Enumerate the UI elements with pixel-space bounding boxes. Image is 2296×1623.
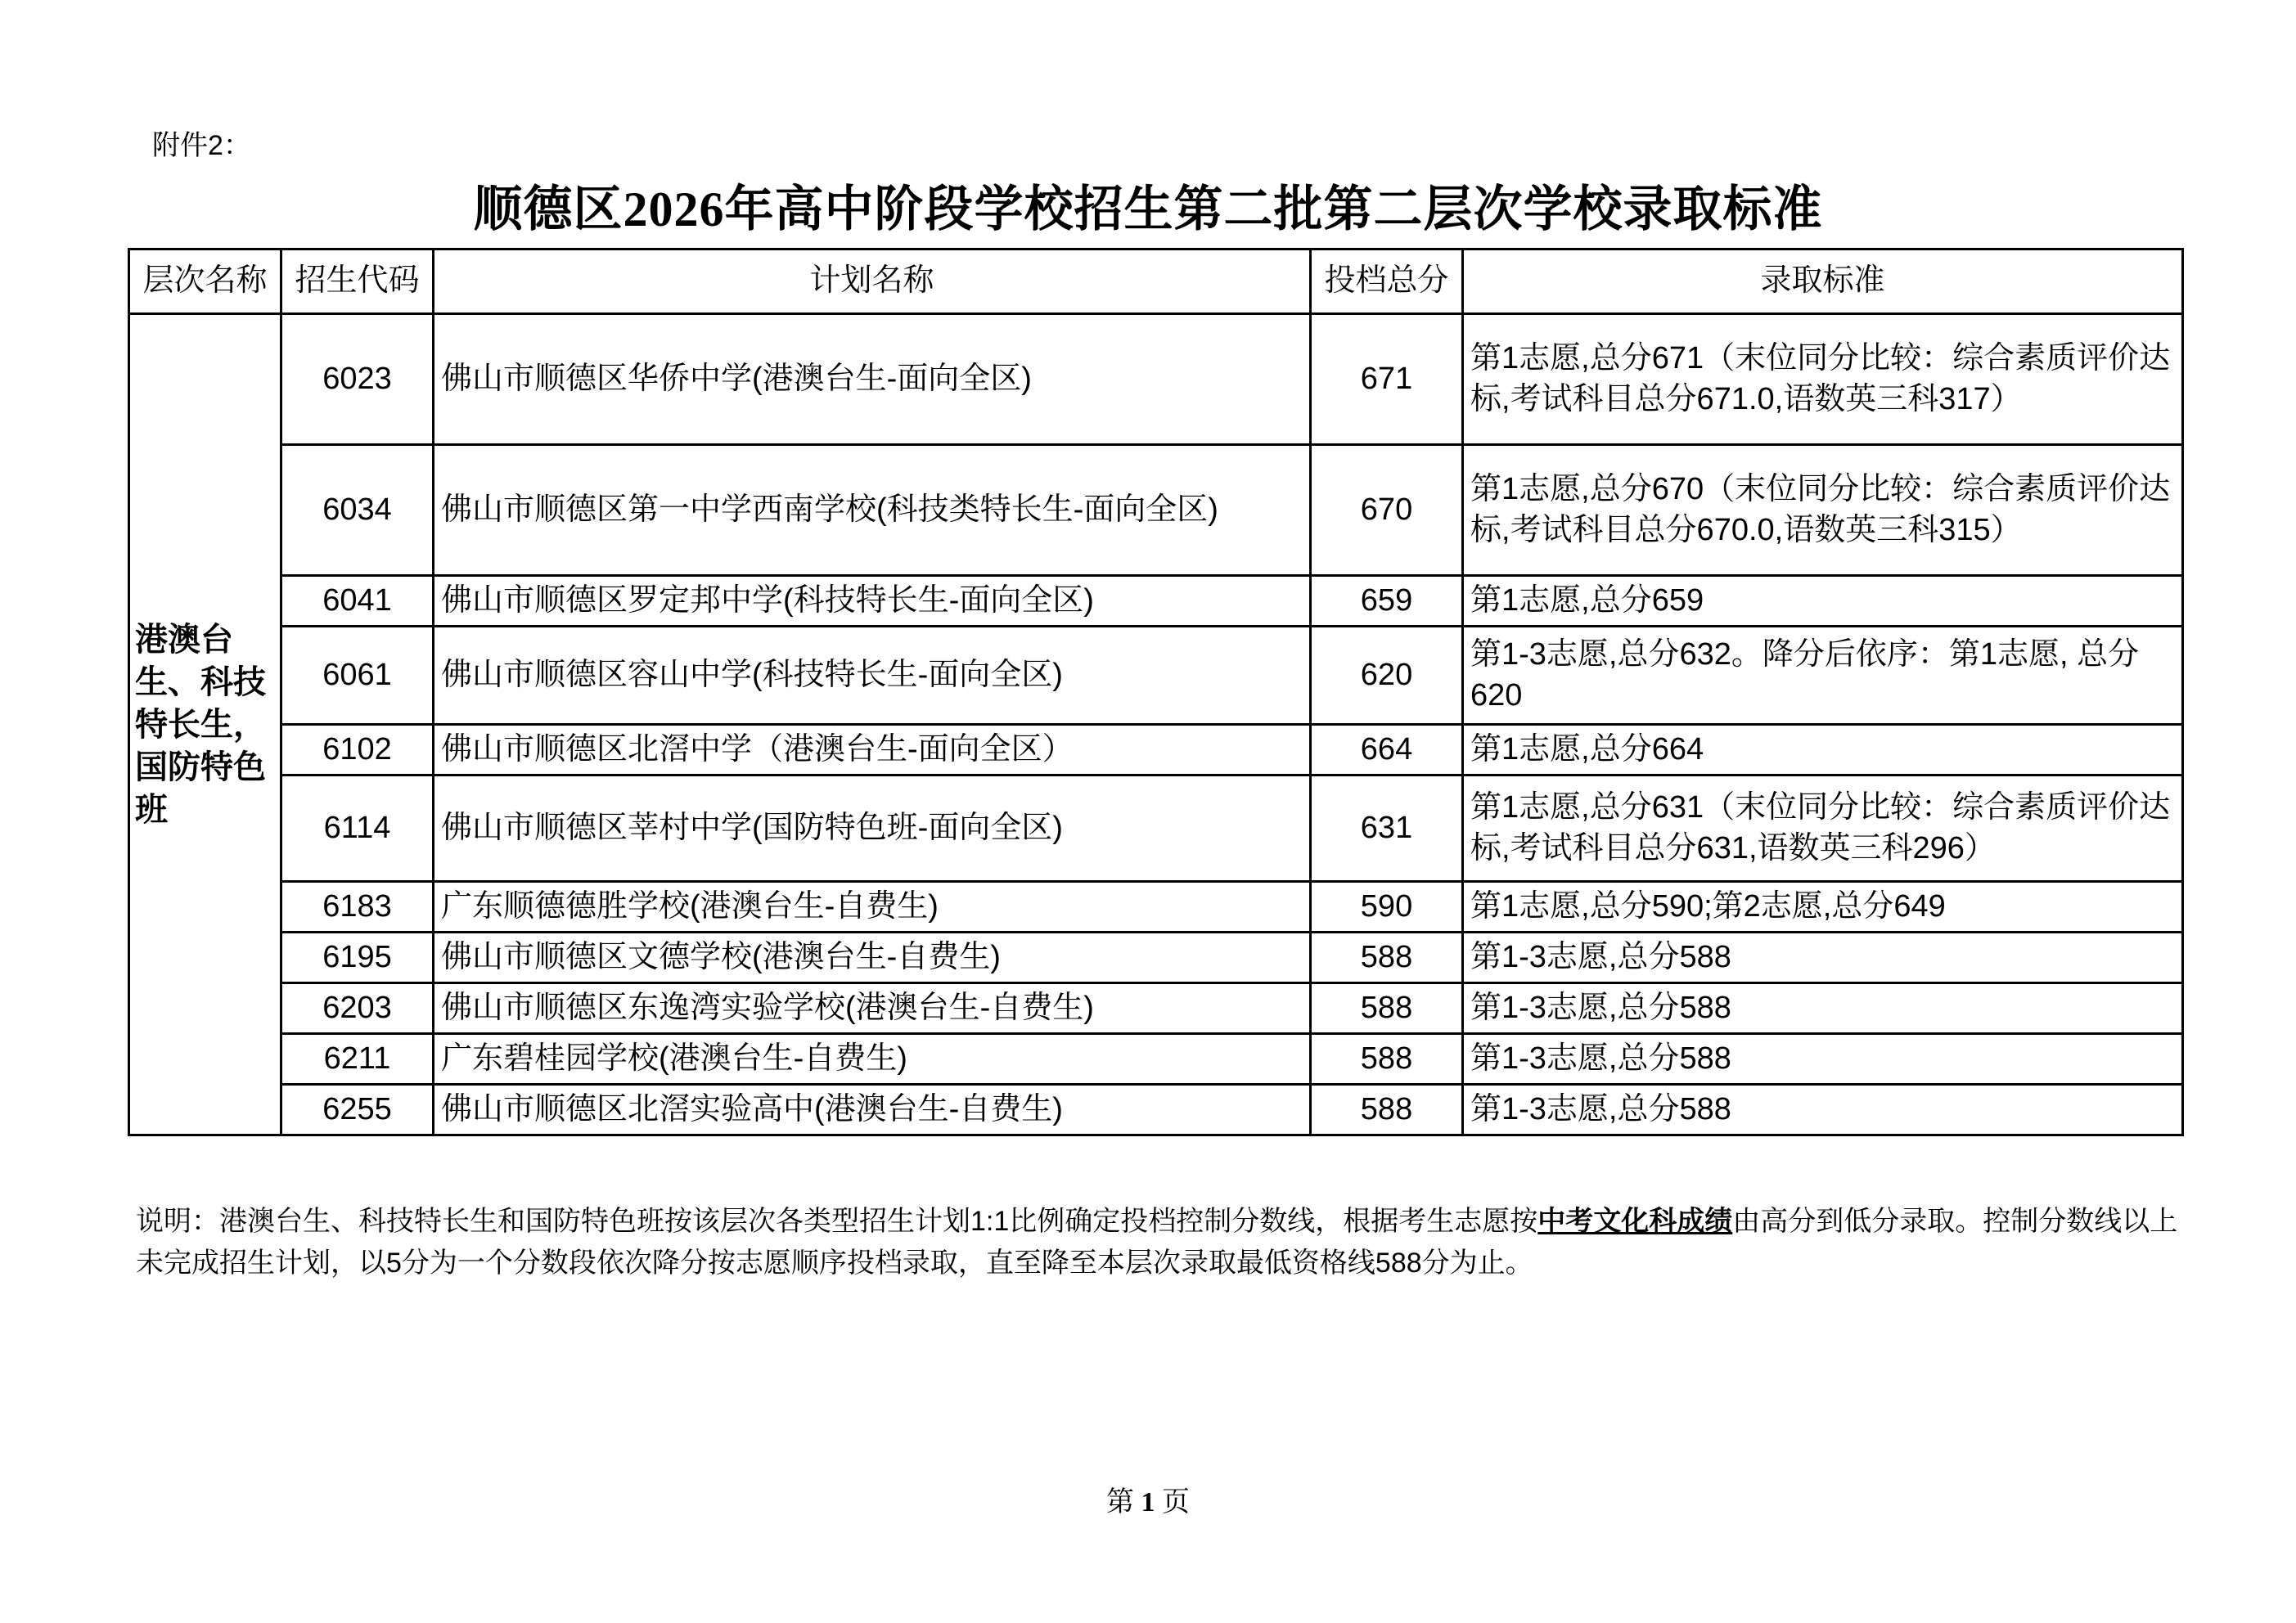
score-cell: 670	[1311, 445, 1463, 576]
table-header-row	[129, 250, 2183, 314]
score-cell: 588	[1311, 1034, 1463, 1085]
page-suffix: 页	[1155, 1487, 1190, 1517]
standard-cell: 第1-3志愿,总分588	[1463, 1085, 2183, 1135]
header-plan: 计划名称	[434, 250, 1311, 314]
standard-cell: 第1志愿,总分670（末位同分比较：综合素质评价达标,考试科目总分670.0,语数英三科315）	[1463, 445, 2183, 576]
standard-cell: 第1志愿,总分659	[1463, 576, 2183, 627]
table-row	[129, 776, 2183, 882]
plan-cell: 佛山市顺德区第一中学西南学校(科技类特长生-面向全区)	[434, 445, 1311, 576]
plan-cell: 佛山市顺德区罗定邦中学(科技特长生-面向全区)	[434, 576, 1311, 627]
code-cell: 6034	[281, 445, 434, 576]
code-cell: 6102	[281, 725, 434, 776]
admission-table	[128, 248, 2184, 1136]
level-name-cell: 港澳台生、科技特长生，国防特色班	[129, 314, 281, 1135]
header-score: 投档总分	[1311, 250, 1463, 314]
note-text-after: 由高分到低分录取。控制分数线以上未完成招生计划，以5分为一个分数段依次降分按志愿顺序投档录取，直至降至本层次录取最低资格线588分为止。	[136, 1206, 2178, 1279]
note-text-before: 说明：港澳台生、科技特长生和国防特色班按该层次各类型招生计划1:1比例确定投档控制分数线，根据考生志愿按	[136, 1206, 1538, 1237]
code-cell: 6183	[281, 882, 434, 933]
code-cell: 6195	[281, 933, 434, 983]
standard-cell: 第1-3志愿,总分588	[1463, 1034, 2183, 1085]
code-cell: 6255	[281, 1085, 434, 1135]
plan-cell: 广东碧桂园学校(港澳台生-自费生)	[434, 1034, 1311, 1085]
standard-cell: 第1-3志愿,总分632。降分后依序：第1志愿, 总分620	[1463, 627, 2183, 725]
score-cell: 631	[1311, 776, 1463, 882]
attachment-label: 附件2：	[152, 130, 251, 161]
page-number-value: 1	[1141, 1487, 1155, 1517]
code-cell: 6211	[281, 1034, 434, 1085]
score-cell: 620	[1311, 627, 1463, 725]
page-title: 顺德区2026年高中阶段学校招生第二批第二层次学校录取标准	[473, 182, 1823, 236]
standard-cell: 第1-3志愿,总分588	[1463, 983, 2183, 1034]
score-cell: 588	[1311, 933, 1463, 983]
plan-cell: 佛山市顺德区北滘实验高中(港澳台生-自费生)	[434, 1085, 1311, 1135]
standard-cell: 第1志愿,总分590;第2志愿,总分649	[1463, 882, 2183, 933]
table-row	[129, 445, 2183, 576]
standard-cell: 第1志愿,总分631（末位同分比较：综合素质评价达标,考试科目总分631,语数英三科296）	[1463, 776, 2183, 882]
page-number	[0, 1479, 2296, 1519]
table-row	[129, 627, 2183, 725]
plan-cell: 佛山市顺德区莘村中学(国防特色班-面向全区)	[434, 776, 1311, 882]
score-cell: 588	[1311, 1085, 1463, 1135]
header-code: 招生代码	[281, 250, 434, 314]
header-standard: 录取标准	[1463, 250, 2183, 314]
score-cell: 590	[1311, 882, 1463, 933]
code-cell: 6061	[281, 627, 434, 725]
code-cell: 6203	[281, 983, 434, 1034]
standard-cell: 第1-3志愿,总分588	[1463, 933, 2183, 983]
plan-cell: 佛山市顺德区东逸湾实验学校(港澳台生-自费生)	[434, 983, 1311, 1034]
code-cell: 6023	[281, 314, 434, 445]
code-cell: 6041	[281, 576, 434, 627]
code-cell: 6114	[281, 776, 434, 882]
score-cell: 588	[1311, 983, 1463, 1034]
plan-cell: 广东顺德德胜学校(港澳台生-自费生)	[434, 882, 1311, 933]
table-row	[129, 314, 2183, 445]
table-row	[129, 933, 2183, 983]
plan-cell: 佛山市顺德区容山中学(科技特长生-面向全区)	[434, 627, 1311, 725]
plan-cell: 佛山市顺德区文德学校(港澳台生-自费生)	[434, 933, 1311, 983]
table-row	[129, 576, 2183, 627]
table-row	[129, 725, 2183, 776]
plan-cell: 佛山市顺德区北滘中学（港澳台生-面向全区）	[434, 725, 1311, 776]
page-prefix: 第	[1106, 1487, 1141, 1517]
score-cell: 664	[1311, 725, 1463, 776]
note-emphasis: 中考文化科成绩	[1537, 1206, 1733, 1237]
standard-cell: 第1志愿,总分671（末位同分比较：综合素质评价达标,考试科目总分671.0,语数英三科317）	[1463, 314, 2183, 445]
table-row	[129, 1034, 2183, 1085]
standard-cell: 第1志愿,总分664	[1463, 725, 2183, 776]
table-row	[129, 983, 2183, 1034]
explanation-note	[136, 1201, 2181, 1284]
score-cell: 671	[1311, 314, 1463, 445]
table-row	[129, 1085, 2183, 1135]
table-row	[129, 882, 2183, 933]
score-cell: 659	[1311, 576, 1463, 627]
header-level: 层次名称	[129, 250, 281, 314]
plan-cell: 佛山市顺德区华侨中学(港澳台生-面向全区)	[434, 314, 1311, 445]
